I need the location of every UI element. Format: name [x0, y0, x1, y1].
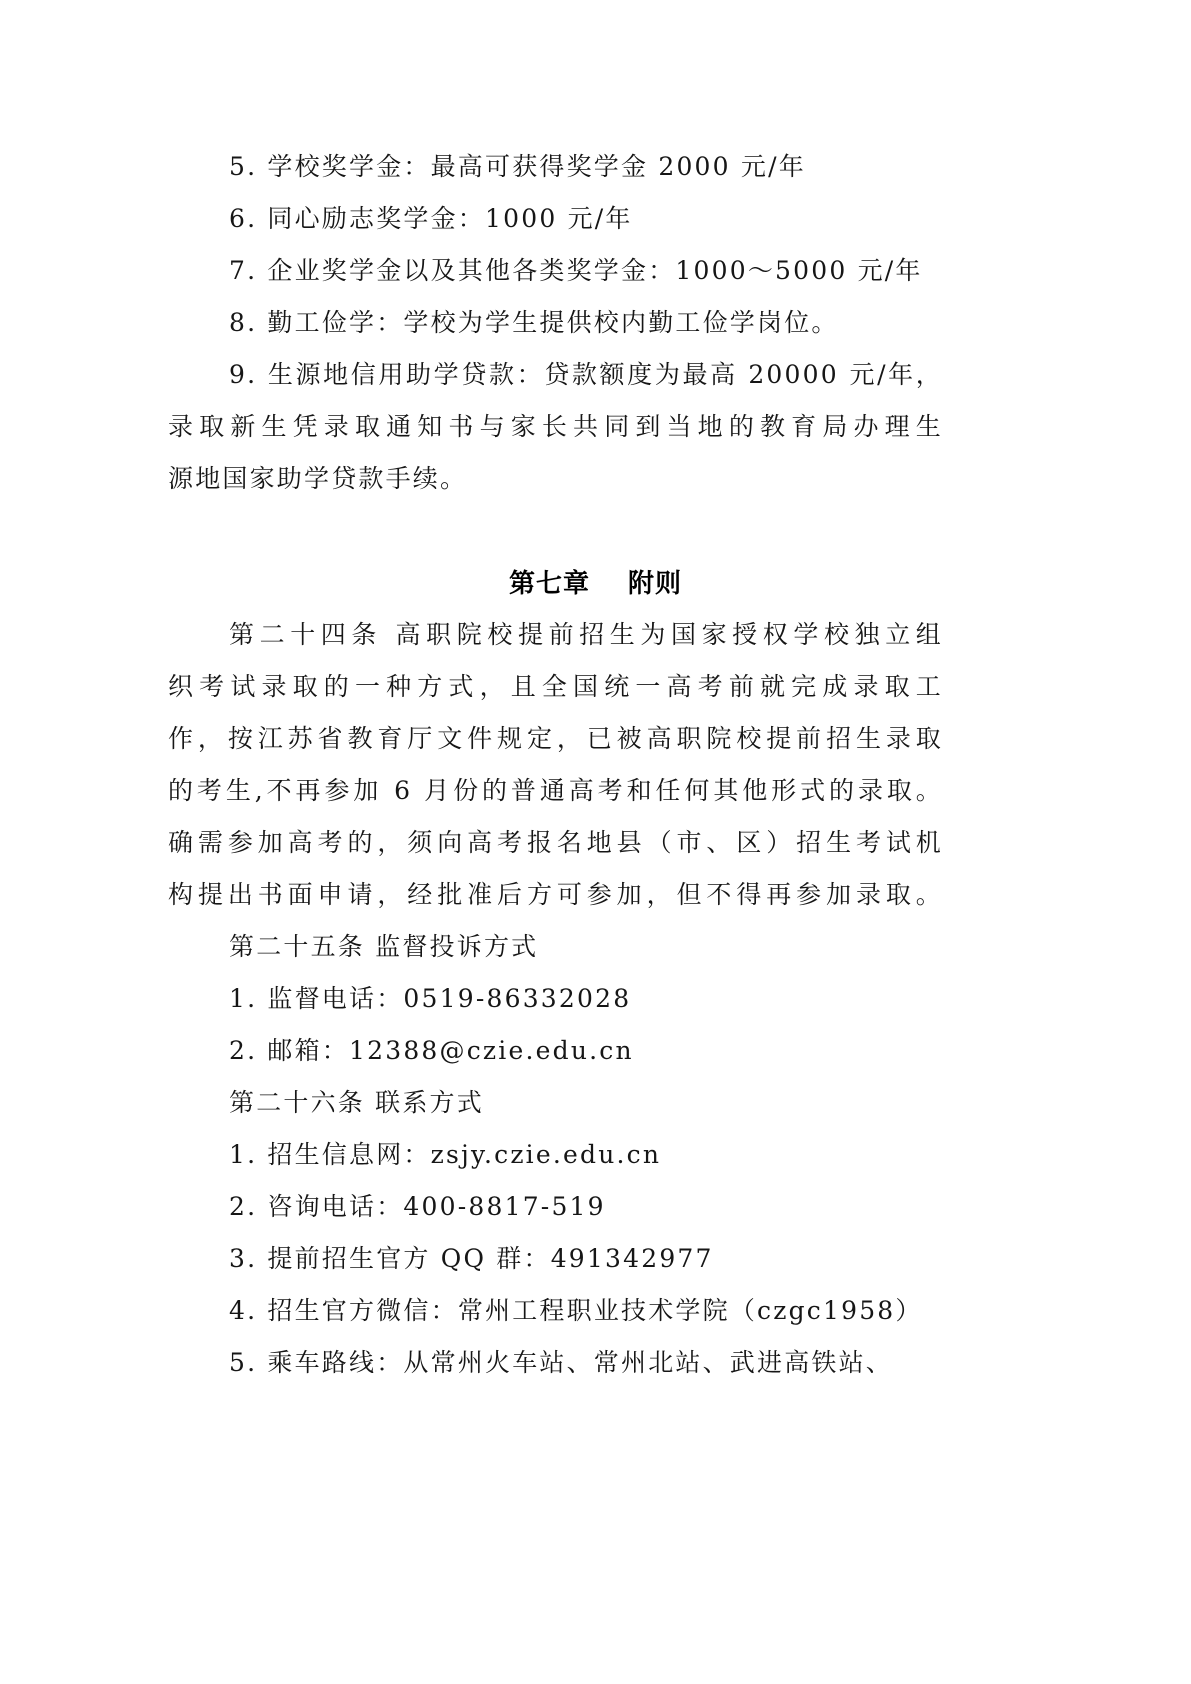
chapter-title: 附则	[628, 569, 683, 599]
article-26-heading: 第二十六条 联系方式	[229, 1088, 484, 1117]
contact-qq-group-label: 3. 提前招生官方 QQ 群：	[229, 1244, 551, 1273]
contact-phone-label: 2. 咨询电话：	[229, 1192, 404, 1221]
article-24-line-2: 织考试录取的一种方式，且全国统一高考前就完成录取工	[168, 672, 943, 701]
supervision-email-label: 2. 邮箱：	[229, 1036, 349, 1065]
loan-paragraph-line-1: 9. 生源地信用助学贷款：贷款额度为最高 20000 元/年，	[229, 360, 943, 389]
chapter-number: 第七章	[508, 569, 590, 599]
article-25-heading: 第二十五条 监督投诉方式	[229, 932, 539, 961]
contact-bus-route	[229, 1346, 943, 1380]
contact-website-label: 1. 招生信息网：	[229, 1140, 431, 1169]
contact-website-value: zsjy.czie.edu.cn	[430, 1140, 662, 1169]
supervision-phone-label: 1. 监督电话：	[229, 984, 404, 1013]
scholarship-item-enterprise: 7. 企业奖学金以及其他各类奖学金：1000～5000 元/年	[229, 256, 923, 285]
contact-phone-value: 400-8817-519	[403, 1192, 606, 1221]
supervision-email-value: 12388@czie.edu.cn	[349, 1036, 634, 1065]
article-24-line-3: 作，按江苏省教育厅文件规定，已被高职院校提前招生录取	[168, 724, 943, 753]
loan-paragraph-line-3: 源地国家助学贷款手续。	[168, 464, 468, 493]
scholarship-item-school: 5. 学校奖学金：最高可获得奖学金 2000 元/年	[229, 152, 806, 181]
contact-bus-route-value: 从常州火车站、常州北站、武进高铁站、	[403, 1348, 894, 1377]
article-24-line-5: 确需参加高考的，须向高考报名地县（市、区）招生考试机	[168, 828, 943, 857]
article-24-line-1: 第二十四条 高职院校提前招生为国家授权学校独立组	[229, 620, 943, 649]
supervision-phone	[229, 982, 943, 1016]
contact-qq-group	[229, 1242, 943, 1276]
chapter-heading	[0, 566, 1191, 602]
contact-website	[229, 1138, 943, 1172]
article-24-line-4: 的考生,不再参加 6 月份的普通高考和任何其他形式的录取。	[168, 776, 943, 805]
contact-wechat-label: 4. 招生官方微信：	[229, 1296, 458, 1325]
contact-wechat-value: 常州工程职业技术学院（czgc1958）	[457, 1296, 923, 1325]
scholarship-item-work-study: 8. 勤工俭学：学校为学生提供校内勤工俭学岗位。	[229, 308, 839, 337]
contact-wechat	[229, 1294, 943, 1328]
contact-phone	[229, 1190, 943, 1224]
contact-qq-group-value: 491342977	[550, 1244, 714, 1273]
supervision-email	[229, 1034, 943, 1068]
loan-paragraph-line-2: 录取新生凭录取通知书与家长共同到当地的教育局办理生	[168, 412, 943, 441]
contact-bus-route-label: 5. 乘车路线：	[229, 1348, 404, 1377]
scholarship-item-tongxin: 6. 同心励志奖学金：1000 元/年	[229, 204, 633, 233]
supervision-phone-value: 0519-86332028	[403, 984, 632, 1013]
article-24-line-6: 构提出书面申请，经批准后方可参加，但不得再参加录取。	[168, 880, 943, 909]
